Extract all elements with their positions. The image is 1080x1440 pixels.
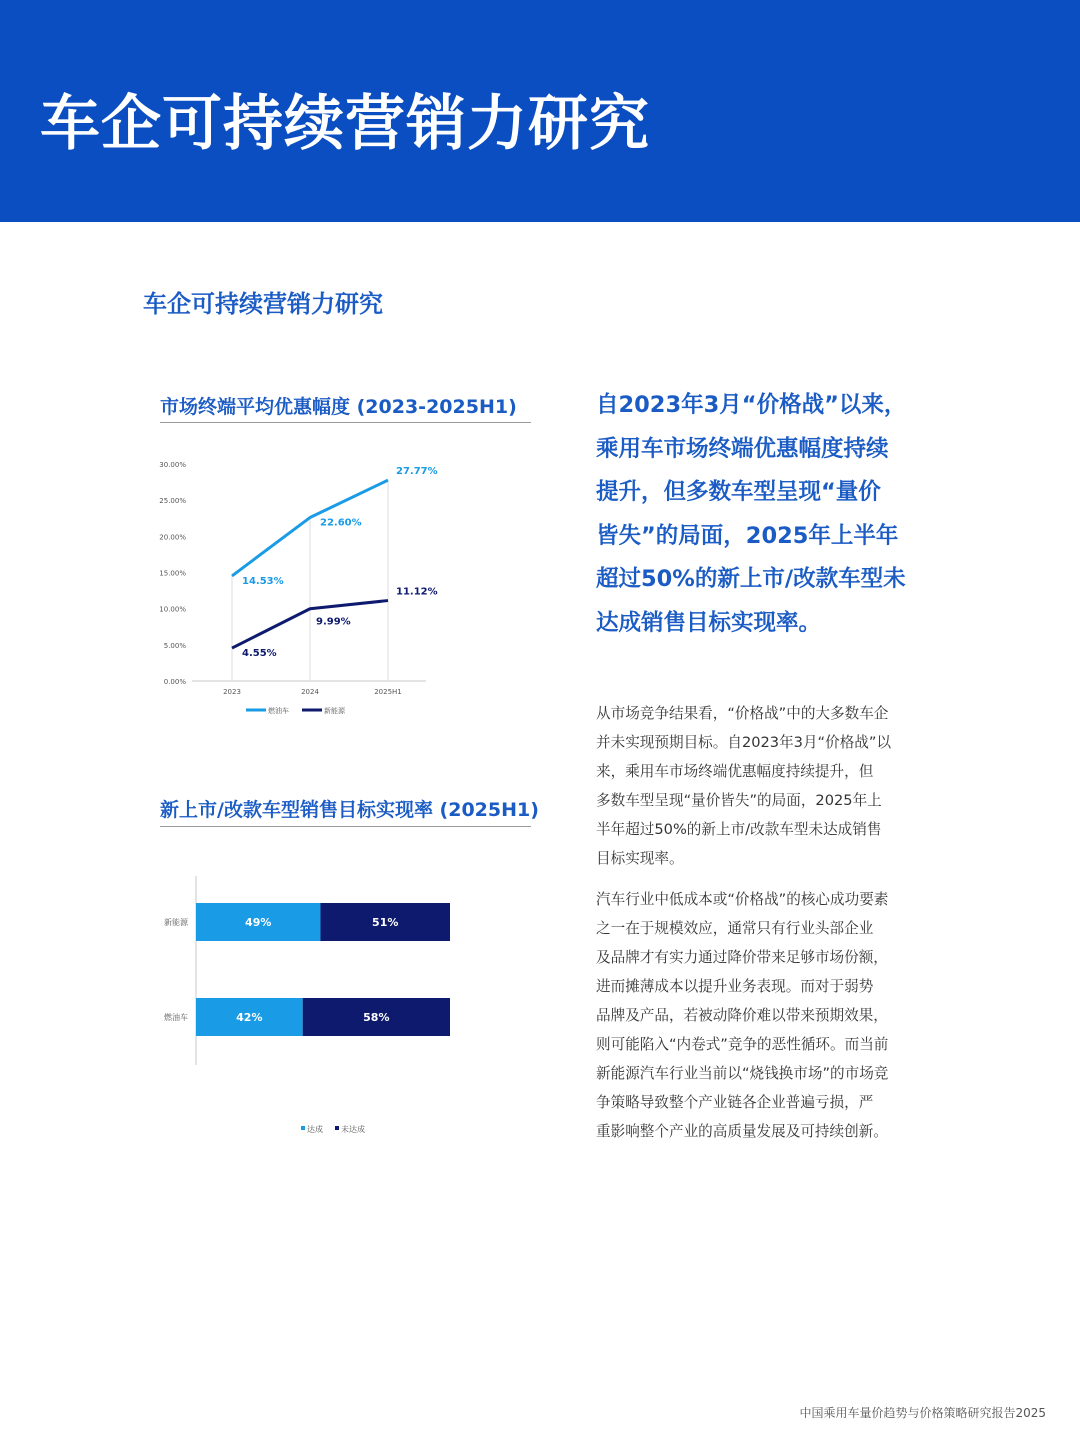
paragraph1-line: 半年超过50%的新上市/改款车型未达成销售 (596, 821, 882, 838)
legend-label: 达成 (307, 1125, 323, 1134)
bar-chart-title-rule (160, 826, 531, 827)
paragraph1-line: 并未实现预期目标。自2023年3月“价格战”以 (596, 734, 892, 751)
bar-label: 58% (363, 1011, 390, 1024)
paragraph2-line: 汽车行业中低成本或“价格战”的核心成功要素 (596, 891, 889, 908)
line-chart-title-rule (160, 422, 531, 423)
y-tick-label: 30.00% (159, 461, 186, 469)
paragraph1-line: 目标实现率。 (596, 850, 684, 867)
y-tick-label: 25.00% (159, 497, 186, 506)
data-label: 11.12% (396, 586, 438, 598)
paragraph2-line: 进而摊薄成本以提升业务表现。而对于弱势 (596, 978, 874, 995)
bar-label: 42% (236, 1011, 263, 1024)
paragraph2-line: 及品牌才有实力通过降价带来足够市场份额， (596, 949, 888, 966)
bar-chart (150, 870, 470, 1140)
paragraph2-line: 争策略导致整个产业链各企业普遍亏损，严 (596, 1094, 874, 1111)
line-chart (150, 452, 450, 722)
header-banner (0, 0, 1080, 222)
x-tick-label: 2025H1 (374, 688, 402, 696)
data-label: 27.77% (396, 466, 438, 478)
y-tick-label: 0.00% (163, 678, 186, 686)
lead-line: 超过50%的新上市/改款车型未 (596, 566, 906, 592)
lead-line: 乘用车市场终端优惠幅度持续 (596, 435, 889, 462)
page-title: 车企可持续营销力研究 (40, 89, 650, 159)
paragraph2-line: 重影响整个产业的高质量发展及可持续创新。 (596, 1123, 888, 1140)
y-tick-label: 5.00% (163, 641, 186, 650)
y-tick-label: 10.00% (159, 605, 186, 614)
paragraph1-line: 从市场竞争结果看，“价格战”中的大多数车企 (596, 705, 889, 722)
legend-label: 新能源 (324, 707, 345, 715)
paragraph2-line: 新能源汽车行业当前以“烧钱换市场”的市场竞 (596, 1065, 889, 1082)
lead-statement (596, 384, 996, 645)
legend-swatch (301, 1126, 305, 1130)
legend-label: 燃油车 (268, 707, 289, 715)
data-label: 9.99% (316, 616, 351, 628)
lead-line: 皆失”的局面，2025年上半年 (596, 522, 899, 549)
bar-label: 49% (245, 916, 272, 929)
lead-line: 自2023年3月“价格战”以来， (596, 392, 907, 418)
x-tick-label: 2023 (223, 688, 241, 696)
x-tick-label: 2024 (301, 688, 319, 696)
lead-line: 达成销售目标实现率。 (596, 609, 822, 636)
legend-label: 未达成 (341, 1125, 365, 1134)
line-chart-title: 市场终端平均优惠幅度 (2023-2025H1) (160, 396, 517, 418)
y-tick-label: 15.00% (159, 569, 186, 578)
section-title: 车企可持续营销力研究 (143, 290, 383, 318)
bar-label: 51% (372, 916, 399, 929)
data-label: 4.55% (242, 648, 277, 660)
category-label: 燃油车 (164, 1013, 188, 1022)
paragraph2-line: 则可能陷入“内卷式”竞争的恶性循环。而当前 (596, 1036, 889, 1053)
category-label: 新能源 (164, 918, 188, 927)
paragraph1-line: 来，乘用车市场终端优惠幅度持续提升，但 (596, 763, 874, 780)
paragraph2-line: 之一在于规模效应，通常只有行业头部企业 (596, 920, 874, 937)
paragraph-scale-effect (596, 885, 956, 1146)
data-label: 22.60% (320, 517, 362, 529)
y-tick-label: 20.00% (159, 533, 186, 542)
paragraph-market-result (596, 699, 956, 873)
data-label: 14.53% (242, 575, 284, 587)
paragraph1-line: 多数车型呈现“量价皆失”的局面，2025年上 (596, 792, 882, 809)
paragraph2-line: 品牌及产品，若被动降价难以带来预期效果， (596, 1007, 888, 1024)
footer-report-title: 中国乘用车量价趋势与价格策略研究报告2025 (799, 1406, 1046, 1420)
lead-line: 提升，但多数车型呈现“量价 (596, 479, 881, 505)
legend-swatch (335, 1126, 339, 1130)
bar-chart-title: 新上市/改款车型销售目标实现率 (2025H1) (160, 799, 539, 821)
